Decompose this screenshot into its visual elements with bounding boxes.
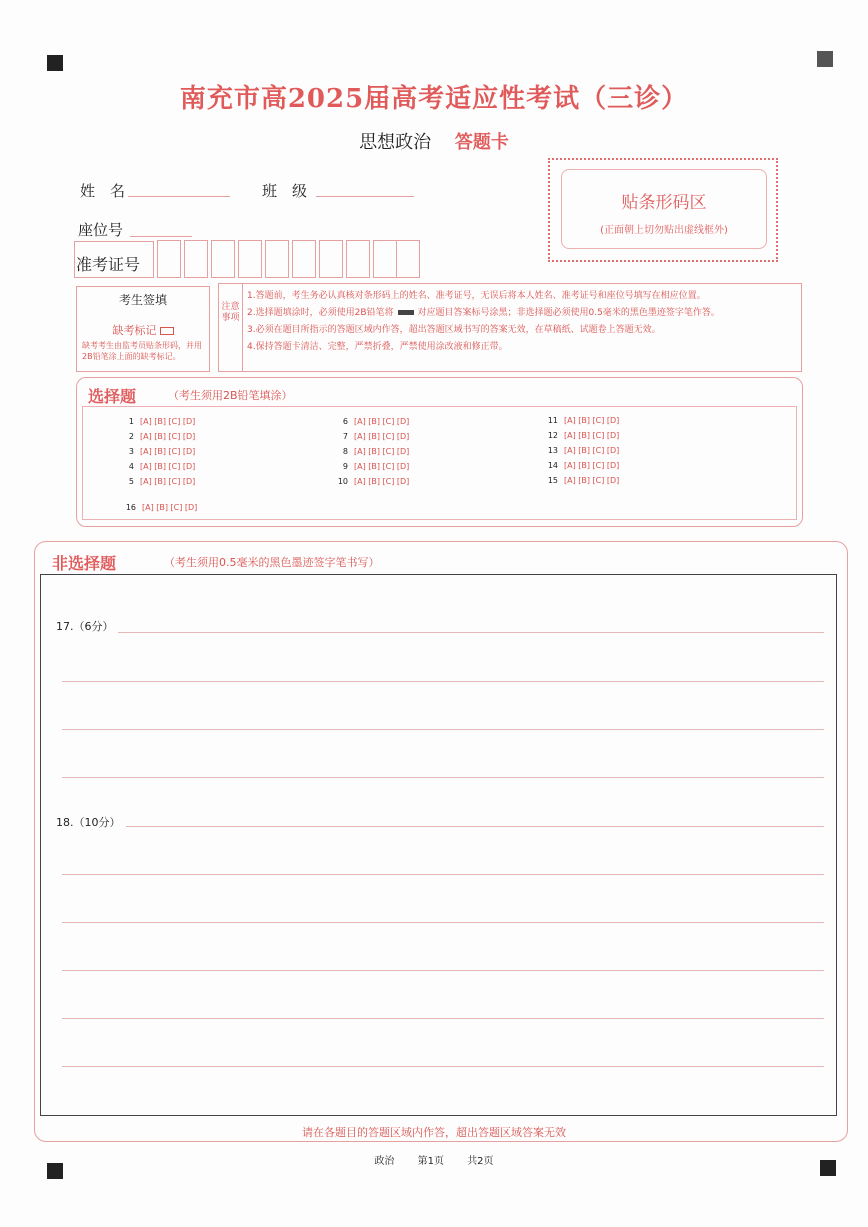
answer-line[interactable]: [118, 632, 824, 633]
subject-name: 思想政治: [359, 132, 432, 153]
question-row[interactable]: 16 [A] [B] [C] [D]: [125, 503, 198, 512]
answer-line[interactable]: [62, 1018, 824, 1019]
answer-line[interactable]: [62, 1066, 824, 1067]
barcode-label-box: [561, 169, 767, 249]
question-row[interactable]: 11 [A] [B] [C] [D]: [547, 416, 620, 425]
exam-id-digit-box[interactable]: [346, 240, 370, 278]
question-row[interactable]: 1 [A] [B] [C] [D]: [128, 417, 196, 426]
barcode-hint: (正面朝上切勿贴出虚线框外): [600, 225, 728, 236]
notice-item-2a: 2.选择题填涂时，必须使用2B铅笔将: [247, 308, 394, 318]
absent-note: 缺考考生由监考员贴条形码，并用2B铅笔涂上面的缺考标记。: [82, 341, 202, 361]
class-label: 班 级: [262, 182, 308, 200]
exam-id-digit-box[interactable]: [238, 240, 262, 278]
notice-side-label: 注意事项: [219, 284, 243, 371]
question-row[interactable]: 8 [A] [B] [C] [D]: [342, 447, 410, 456]
question-row[interactable]: 3 [A] [B] [C] [D]: [128, 447, 196, 456]
question-row[interactable]: 5 [A] [B] [C] [D]: [128, 477, 196, 486]
answer-line[interactable]: [62, 777, 824, 778]
notice-item-2: [247, 305, 795, 322]
question-18-label: 18.（10分）: [56, 816, 121, 829]
exam-id-digit-box[interactable]: [373, 240, 397, 278]
card-label: 答题卡: [454, 132, 509, 153]
exam-id-digit-box[interactable]: [265, 240, 289, 278]
exam-id-digit-box[interactable]: [396, 240, 420, 278]
corner-marker-top-left: [47, 55, 63, 71]
multiple-choice-title: 选择题: [88, 387, 137, 406]
signature-box: [76, 286, 210, 372]
footer-page: 第1页: [417, 1156, 444, 1167]
question-row[interactable]: 12 [A] [B] [C] [D]: [547, 431, 620, 440]
absent-mark-label: 缺考标记: [112, 324, 157, 337]
footer-subject: 政治: [374, 1156, 395, 1167]
non-choice-hint: （考生须用0.5毫米的黑色墨迹签字笔书写）: [164, 556, 380, 569]
question-row[interactable]: 9 [A] [B] [C] [D]: [342, 462, 410, 471]
exam-id-label: 准考证号: [76, 255, 141, 274]
corner-marker-top-right: [817, 51, 833, 67]
question-row[interactable]: 14 [A] [B] [C] [D]: [547, 461, 620, 470]
notice-box: [218, 283, 802, 372]
question-row[interactable]: 7 [A] [B] [C] [D]: [342, 432, 410, 441]
notice-item-1: 1.答题前，考生务必认真核对条形码上的姓名、准考证号，无误后将本人姓名、准考证号和座位号填写在相应位置。: [247, 291, 706, 301]
footer-total: 共2页: [467, 1156, 494, 1167]
answer-line[interactable]: [62, 681, 824, 682]
exam-id-digit-box[interactable]: [292, 240, 316, 278]
exam-id-digit-box[interactable]: [157, 240, 181, 278]
multiple-choice-hint: （考生须用2B铅笔填涂）: [168, 389, 293, 402]
filled-bubble-icon: [398, 310, 414, 315]
barcode-title: 贴条形码区: [621, 193, 707, 213]
subject-line: [0, 128, 868, 154]
footer-warning: 请在各题目的答题区域内作答，超出答题区域答案无效: [302, 1126, 566, 1139]
non-choice-title: 非选择题: [52, 554, 117, 573]
name-label: 姓 名: [80, 182, 126, 200]
question-row[interactable]: 6 [A] [B] [C] [D]: [342, 417, 410, 426]
answer-area[interactable]: [40, 574, 837, 1116]
answer-line[interactable]: [126, 826, 824, 827]
answer-line[interactable]: [62, 729, 824, 730]
answer-line[interactable]: [62, 922, 824, 923]
signature-heading: 考生签填: [118, 293, 167, 307]
question-row[interactable]: 2 [A] [B] [C] [D]: [128, 432, 196, 441]
question-row[interactable]: 4 [A] [B] [C] [D]: [128, 462, 196, 471]
page-info: [0, 1152, 868, 1167]
absent-checkbox[interactable]: [160, 327, 174, 335]
question-row[interactable]: 13 [A] [B] [C] [D]: [547, 446, 620, 455]
exam-title: 南充市高2025届高考适应性考试（三诊）: [179, 84, 689, 114]
notice-item-4: 4.保持答题卡清洁、完整，严禁折叠，严禁使用涂改液和修正带。: [247, 342, 508, 352]
seat-label: 座位号: [78, 221, 124, 239]
question-row[interactable]: 10 [A] [B] [C] [D]: [337, 477, 410, 486]
name-field[interactable]: [128, 195, 230, 197]
exam-id-digit-box[interactable]: [211, 240, 235, 278]
notice-item-3: 3.必须在题目所指示的答题区域内作答，超出答题区域书写的答案无效，在草稿纸、试题卷上答题无效。: [247, 325, 661, 335]
exam-id-digit-box[interactable]: [319, 240, 343, 278]
question-row[interactable]: 15 [A] [B] [C] [D]: [547, 476, 620, 485]
answer-line[interactable]: [62, 874, 824, 875]
seat-field[interactable]: [130, 235, 192, 237]
notice-text: [247, 288, 795, 356]
absent-mark[interactable]: [77, 322, 209, 338]
question-17-label: 17.（6分）: [56, 620, 114, 633]
exam-id-digit-box[interactable]: [184, 240, 208, 278]
class-field[interactable]: [316, 195, 414, 197]
answer-line[interactable]: [62, 970, 824, 971]
notice-item-2b: 对应题目答案标号涂黑；非选择题必须使用0.5毫米的黑色墨迹签字笔作答。: [417, 308, 720, 318]
